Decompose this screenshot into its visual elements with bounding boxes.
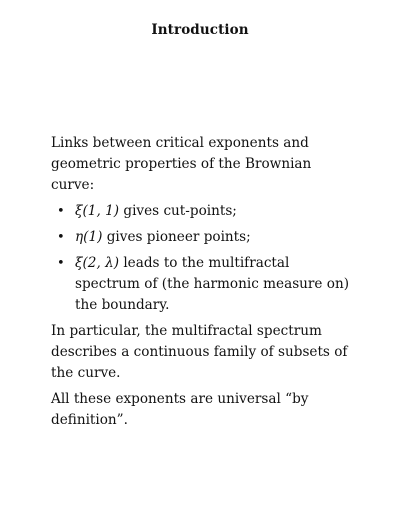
slide-body [51,133,351,431]
bullet-marker: • [57,230,65,245]
bullet-text: gives pioneer points; [102,229,251,245]
bullet-marker: • [57,204,65,219]
paragraph-multifractal: In particular, the multifractal spectrum describes a continuous family of subsets of the curve. [51,323,348,381]
paragraph-universal: All these exponents are universal “by definition”. [51,391,309,428]
bullet-text: leads to the multifractal spectrum of (the harmonic measure on) the boundary. [75,255,350,313]
bullet-marker: • [57,256,65,271]
bullet-list [51,201,351,316]
intro-paragraph: Links between critical exponents and geometric properties of the Brownian curve: [51,135,312,193]
bullet-math: ξ(1, 1) [75,203,120,219]
slide-title: Introduction [151,22,249,38]
bullet-item [51,201,351,222]
bullet-math: η(1) [75,229,103,245]
bullet-item [51,227,351,248]
bullet-item [51,253,351,316]
bullet-text: gives cut-points; [119,203,237,219]
bullet-math: ξ(2, λ) [75,255,120,271]
